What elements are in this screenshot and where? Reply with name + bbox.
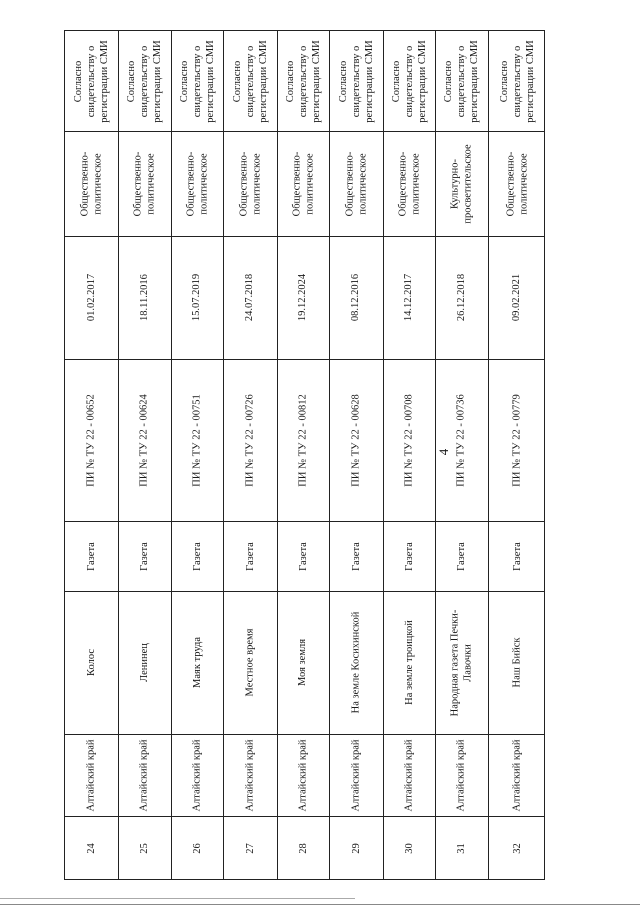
row-number-text: 24 xyxy=(86,843,97,854)
name-text: Местное время xyxy=(244,628,256,697)
topic-text: Общественно- политическое xyxy=(132,151,157,216)
row-number-text: 26 xyxy=(191,843,203,854)
basis-text: Согласно свидетельству о регистрации СМИ xyxy=(73,39,110,123)
date-cell xyxy=(435,236,488,359)
row-number-cell xyxy=(65,816,118,881)
type-text: Газета xyxy=(511,541,523,571)
reg-number-cell xyxy=(118,359,171,521)
topic-text: Общественно- политическое xyxy=(238,151,263,216)
name-cell xyxy=(383,591,435,734)
type-text: Газета xyxy=(244,541,256,571)
type-text: Газета xyxy=(350,541,362,571)
region-cell xyxy=(383,734,435,816)
date-text: 08.12.2016 xyxy=(350,273,362,322)
reg-number-text: ПИ № ТУ 22 - 00652 xyxy=(86,393,97,487)
date-cell xyxy=(171,236,223,359)
row-number-text: 27 xyxy=(244,843,256,854)
region-text: Алтайский край xyxy=(456,738,468,812)
region-cell xyxy=(65,734,118,816)
name-text: Маяк труда xyxy=(191,637,203,688)
region-cell xyxy=(435,734,488,816)
basis-text: Согласно свидетельству о регистрации СМИ xyxy=(443,39,480,123)
type-text: Газета xyxy=(456,541,467,571)
topic-text: Общественно- политическое xyxy=(185,151,210,216)
basis-text: Согласно свидетельству о регистрации СМИ xyxy=(284,39,322,123)
basis-cell xyxy=(383,31,435,131)
scan-edge-line xyxy=(0,898,355,899)
region-text: Алтайский край xyxy=(297,738,309,812)
topic-cell xyxy=(223,131,277,236)
topic-text: Общественно- политическое xyxy=(397,151,422,216)
topic-cell xyxy=(329,131,383,236)
type-cell xyxy=(383,521,435,591)
page-number: 4 xyxy=(436,448,451,456)
date-cell xyxy=(277,236,329,359)
reg-number-text: ПИ № ТУ 22 - 00628 xyxy=(350,393,362,487)
reg-number-cell xyxy=(171,359,223,521)
name-cell xyxy=(277,591,329,734)
basis-cell xyxy=(118,31,171,131)
basis-cell xyxy=(171,31,223,131)
name-cell xyxy=(118,591,171,734)
type-cell xyxy=(435,521,488,591)
date-cell xyxy=(383,236,435,359)
topic-text: Общественно- политическое xyxy=(79,151,104,216)
basis-cell xyxy=(65,31,118,131)
date-text: 09.02.2021 xyxy=(511,273,523,322)
basis-text: Согласно свидетельству о регистрации СМИ xyxy=(390,39,428,123)
reg-number-text: ПИ № ТУ 22 - 00736 xyxy=(456,393,467,487)
row-number-text: 28 xyxy=(297,843,309,854)
type-cell xyxy=(223,521,277,591)
name-text: Колос xyxy=(85,648,97,677)
row-number-cell xyxy=(118,816,171,881)
type-text: Газета xyxy=(191,541,203,571)
topic-cell xyxy=(118,131,171,236)
date-cell xyxy=(329,236,383,359)
date-text: 15.07.2019 xyxy=(191,273,203,322)
region-text: Алтайский край xyxy=(403,738,415,812)
region-cell xyxy=(277,734,329,816)
row-number-text: 32 xyxy=(511,843,523,854)
basis-text: Согласно свидетельству о регистрации СМИ xyxy=(178,39,216,123)
region-cell xyxy=(223,734,277,816)
row-number-cell xyxy=(277,816,329,881)
reg-number-cell xyxy=(435,359,488,521)
name-text: На земле троицкой xyxy=(403,620,415,705)
region-text: Алтайский край xyxy=(350,738,362,812)
topic-text: Общественно- политическое xyxy=(291,151,316,216)
name-cell xyxy=(171,591,223,734)
region-cell xyxy=(488,734,546,816)
date-cell xyxy=(118,236,171,359)
basis-text: Согласно свидетельству о регистрации СМИ xyxy=(337,39,375,123)
topic-cell xyxy=(435,131,488,236)
date-cell xyxy=(488,236,546,359)
type-cell xyxy=(277,521,329,591)
name-cell xyxy=(488,591,546,734)
basis-text: Согласно свидетельству о регистрации СМИ xyxy=(126,39,163,123)
type-cell xyxy=(65,521,118,591)
name-cell xyxy=(435,591,488,734)
region-cell xyxy=(118,734,171,816)
basis-text: Согласно свидетельству о регистрации СМИ xyxy=(498,39,536,123)
type-text: Газета xyxy=(86,541,97,571)
topic-cell xyxy=(277,131,329,236)
name-text: Моя земля xyxy=(297,638,309,687)
basis-cell xyxy=(223,31,277,131)
media-registry-table xyxy=(64,30,545,880)
row-number-text: 29 xyxy=(350,843,362,854)
reg-number-text: ПИ № ТУ 22 - 00726 xyxy=(244,393,256,487)
type-cell xyxy=(329,521,383,591)
reg-number-cell xyxy=(223,359,277,521)
name-cell xyxy=(329,591,383,734)
date-text: 01.02.2017 xyxy=(86,273,97,322)
reg-number-text: ПИ № ТУ 22 - 00624 xyxy=(139,393,150,487)
basis-cell xyxy=(488,31,546,131)
row-number-text: 31 xyxy=(456,843,467,854)
reg-number-cell xyxy=(277,359,329,521)
date-cell xyxy=(223,236,277,359)
region-text: Алтайский край xyxy=(86,738,98,812)
region-cell xyxy=(171,734,223,816)
date-text: 19.12.2024 xyxy=(297,273,309,322)
region-cell xyxy=(329,734,383,816)
reg-number-text: ПИ № ТУ 22 - 00812 xyxy=(297,393,309,487)
row-number-cell xyxy=(488,816,546,881)
row-number-text: 30 xyxy=(403,843,415,854)
date-text: 18.11.2016 xyxy=(139,274,150,321)
date-text: 14.12.2017 xyxy=(403,273,415,322)
name-cell xyxy=(65,591,118,734)
region-text: Алтайский край xyxy=(244,738,256,812)
type-cell xyxy=(171,521,223,591)
basis-cell xyxy=(329,31,383,131)
reg-number-cell xyxy=(329,359,383,521)
reg-number-cell xyxy=(383,359,435,521)
name-text: Наш Бийск xyxy=(511,637,523,688)
row-number-cell xyxy=(223,816,277,881)
topic-text: Культурно- просветительское xyxy=(449,143,474,224)
row-number-cell xyxy=(435,816,488,881)
reg-number-text: ПИ № ТУ 22 - 00708 xyxy=(403,393,415,487)
date-cell xyxy=(65,236,118,359)
basis-text: Согласно свидетельству о регистрации СМИ xyxy=(231,39,269,123)
basis-cell xyxy=(435,31,488,131)
type-cell xyxy=(488,521,546,591)
row-number-cell xyxy=(171,816,223,881)
reg-number-text: ПИ № ТУ 22 - 00779 xyxy=(511,393,523,487)
topic-text: Общественно- политическое xyxy=(344,151,369,216)
type-text: Газета xyxy=(297,541,309,571)
row-number-cell xyxy=(329,816,383,881)
topic-cell xyxy=(488,131,546,236)
date-text: 26.12.2018 xyxy=(456,273,467,322)
topic-cell xyxy=(383,131,435,236)
topic-text: Общественно- политическое xyxy=(505,151,530,216)
region-text: Алтайский край xyxy=(191,738,203,812)
type-text: Газета xyxy=(139,541,150,571)
date-text: 24.07.2018 xyxy=(244,273,256,322)
row-number-cell xyxy=(383,816,435,881)
name-cell xyxy=(223,591,277,734)
type-cell xyxy=(118,521,171,591)
type-text: Газета xyxy=(403,541,415,571)
region-text: Алтайский край xyxy=(511,738,523,812)
reg-number-text: ПИ № ТУ 22 - 00751 xyxy=(191,393,203,487)
name-text: На земле Косихинской xyxy=(350,611,362,714)
name-text: Ленинец xyxy=(138,643,150,682)
basis-cell xyxy=(277,31,329,131)
reg-number-cell xyxy=(65,359,118,521)
row-number-text: 25 xyxy=(139,843,150,854)
topic-cell xyxy=(65,131,118,236)
name-text: Народная газета Печки- Лавочки xyxy=(449,609,474,716)
reg-number-cell xyxy=(488,359,546,521)
region-text: Алтайский край xyxy=(139,738,151,812)
topic-cell xyxy=(171,131,223,236)
